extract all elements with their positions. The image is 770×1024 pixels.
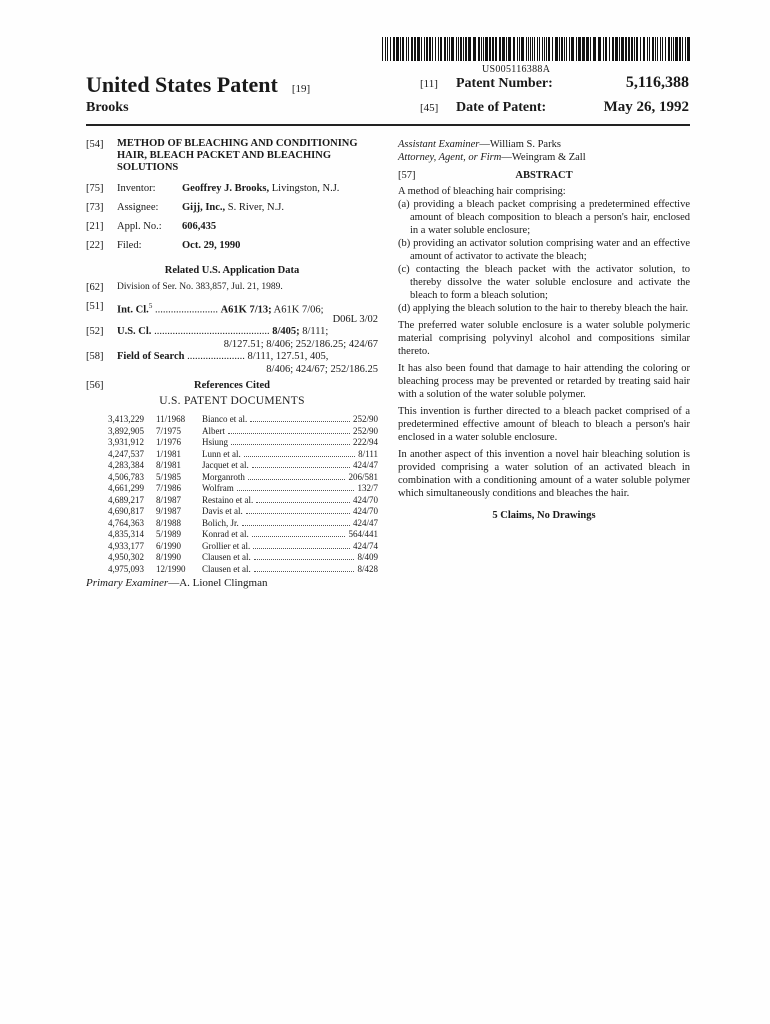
reference-name: Clausen et al. [202, 552, 251, 562]
barcode-bar [508, 37, 511, 61]
reference-class: 206/581 [348, 471, 378, 482]
barcode-bar [578, 37, 581, 61]
reference-class: 424/74 [352, 540, 378, 551]
reference-row [108, 564, 378, 576]
reference-row [108, 460, 378, 472]
reference-class: 424/70 [352, 506, 378, 516]
barcode-bar [655, 37, 656, 61]
field-code: [22] [86, 240, 104, 251]
assignee-name: Gijj, Inc., [182, 202, 226, 213]
abstract-step-d: (d) applying the bleach solution to the hair to thereby bleach the hair. [398, 303, 689, 314]
barcode-bar [400, 37, 401, 61]
field-code: [21] [86, 221, 104, 232]
barcode-bar [561, 37, 563, 61]
barcode-bar [393, 37, 395, 61]
document-number: US005116388A [482, 64, 551, 75]
uscl-secondary: 8/111; [299, 326, 329, 337]
uscl-label: U.S. Cl. [117, 326, 152, 337]
reference-class: 132/7 [357, 483, 378, 493]
field-code: [62] [86, 282, 104, 293]
barcode-bar [590, 37, 591, 61]
barcode-bar [519, 37, 520, 61]
barcode-bar [537, 37, 538, 61]
reference-date: 8/1988 [156, 517, 182, 528]
appl-number: 606,435 [182, 221, 217, 232]
reference-date: 1/1976 [156, 437, 182, 447]
barcode-bar [682, 37, 683, 61]
intcl-primary: A61K 7/13; [220, 304, 272, 316]
uscl-line2: 8/127.51; 8/406; 252/186.25; 424/67 [223, 339, 378, 350]
barcode-bar [571, 37, 574, 61]
barcode-bar [673, 37, 674, 61]
abstract-paragraph: In another aspect of this invention a novel hair bleaching solution is provided comprising a water solution of an activated bleach in combination with a conditioning amount of a water soluble polymer which simultaneously conditions and bleaches the hair. [398, 449, 690, 499]
uscl-primary: 8/405; [272, 326, 300, 337]
barcode-bar [675, 37, 678, 61]
fos-line2: 8/406; 424/67; 252/186.25 [266, 364, 378, 375]
reference-class: 424/70 [352, 494, 378, 505]
barcode-bar [382, 37, 383, 61]
barcode-bar [414, 37, 416, 61]
reference-row [108, 437, 378, 449]
abstract-step-c: (c) contacting the bleach packet with the activator solution, to thereby dissolve the water soluble enclosure and activate the bleach to form a bleach solution; [398, 264, 690, 301]
reference-row [108, 495, 378, 507]
barcode-bar [429, 37, 431, 61]
reference-class: 424/47 [352, 517, 378, 528]
barcode-bar [647, 37, 648, 61]
reference-name: Bianco et al. [202, 414, 248, 424]
barcode-bar [451, 37, 454, 61]
reference-name: Grollier et al. [202, 540, 251, 551]
inventor-value [182, 182, 339, 195]
reference-row [108, 426, 378, 438]
references-table [108, 414, 378, 575]
reference-class: 222/94 [352, 437, 378, 447]
reference-row [108, 506, 378, 518]
barcode-bar [631, 37, 633, 61]
barcode-bar [660, 37, 661, 61]
reference-name: Restaino et al. [202, 494, 254, 505]
barcode-bar [640, 37, 641, 61]
barcode-bar [634, 37, 635, 61]
barcode-bar [449, 37, 450, 61]
barcode-bar [668, 37, 670, 61]
barcode-bar [385, 37, 386, 61]
barcode-bar [619, 37, 620, 61]
reference-name: Davis et al. [202, 506, 243, 516]
reference-row [108, 518, 378, 530]
attorney [398, 151, 690, 164]
reference-number: 4,506,783 [108, 471, 144, 482]
barcode-bar [534, 37, 535, 61]
reference-date: 12/1990 [156, 563, 186, 574]
barcode-bar [559, 37, 560, 61]
claims-footer: 5 Claims, No Drawings [492, 510, 596, 521]
barcode-bar [444, 37, 446, 61]
barcode-bar [621, 37, 624, 61]
field-code: [51] [86, 301, 104, 312]
reference-number: 4,283,384 [108, 460, 144, 470]
refs-heading: References Cited [194, 380, 270, 391]
reference-name: Konrad et al. [202, 529, 249, 539]
dot-leader [231, 444, 350, 445]
reference-row [108, 483, 378, 495]
dot-leader [246, 513, 350, 514]
dot-leader [254, 571, 354, 572]
barcode-bar [460, 37, 462, 61]
barcode-bar [582, 37, 585, 61]
reference-name: Hsiung [202, 437, 229, 447]
reference-name: Clausen et al. [202, 563, 251, 574]
barcode-bar [671, 37, 672, 61]
dot-leader: ........................ [152, 304, 221, 316]
patent-number-row [420, 74, 689, 92]
dot-leader [250, 421, 350, 422]
uscl-line [117, 325, 328, 338]
barcode-bar [473, 37, 476, 61]
barcode-bar [421, 37, 422, 61]
field-label: Assignee: [117, 202, 159, 213]
primary-examiner-name: —A. Lionel Clingman [168, 577, 268, 589]
dot-leader: ...................... [184, 351, 248, 362]
barcode-bar [548, 37, 550, 61]
abstract-step-b: (b) providing an activator solution comprising water and an effective amount of activator to activate the bleach; [398, 238, 690, 262]
barcode-bar [402, 37, 404, 61]
barcode-bar [411, 37, 413, 61]
reference-row [108, 529, 378, 541]
field-label: Appl. No.: [117, 221, 162, 232]
barcode-bar [417, 37, 420, 61]
barcode-bar [406, 37, 407, 61]
barcode-bar [593, 37, 596, 61]
barcode-bar [440, 37, 442, 61]
barcode-bar [468, 37, 471, 61]
barcode-bar [517, 37, 518, 61]
barcode-bar [552, 37, 553, 61]
intcl-label: Int. Cl. [117, 304, 149, 316]
intcl-secondary: A61K 7/06; [271, 304, 324, 316]
barcode-bar [649, 37, 650, 61]
barcode-bar [662, 37, 663, 61]
reference-class: 8/409 [357, 552, 378, 562]
barcode-bar [612, 37, 614, 61]
reference-date: 1/1981 [156, 448, 182, 459]
barcode-bar [432, 37, 433, 61]
barcode-bar [615, 37, 618, 61]
barcode-bar [546, 37, 547, 61]
date-code: [45] [420, 102, 439, 114]
barcode-bar [478, 37, 480, 61]
refs-subheading: U.S. PATENT DOCUMENTS [159, 395, 305, 407]
barcode-bar [665, 37, 666, 61]
dot-leader [228, 433, 350, 434]
reference-class: 8/111 [358, 448, 378, 459]
header-divider [86, 124, 690, 126]
reference-class: 8/428 [357, 563, 378, 574]
abstract-intro: A method of bleaching hair comprising: [398, 186, 566, 197]
reference-name: Morganroth [202, 471, 245, 482]
reference-row [108, 472, 378, 484]
barcode-bar [387, 37, 388, 61]
reference-class: 252/90 [352, 425, 378, 436]
reference-date: 5/1989 [156, 529, 182, 539]
field-code: [57] [398, 170, 416, 181]
reference-row [108, 449, 378, 461]
barcode-bar [652, 37, 654, 61]
reference-class: 564/441 [348, 529, 378, 539]
fos-line [117, 350, 328, 363]
reference-number: 3,892,905 [108, 425, 144, 436]
field-label: Filed: [117, 240, 142, 251]
barcode-bar [463, 37, 464, 61]
reference-class: 252/90 [352, 414, 378, 424]
dot-leader [237, 490, 354, 491]
reference-number: 3,413,229 [108, 414, 144, 424]
abstract-paragraph: This invention is further directed to a bleach packet comprised of a predetermined effective amount of bleach to bleach a person's hair enclosed in a water soluble enclosure. [398, 406, 690, 443]
dot-leader [256, 502, 350, 503]
assignee-place: S. River, N.J. [225, 202, 284, 213]
dot-leader [252, 467, 350, 468]
reference-date: 8/1987 [156, 494, 182, 505]
reference-number: 4,975,093 [108, 563, 144, 574]
reference-number: 4,835,314 [108, 529, 144, 539]
barcode-bar [576, 37, 577, 61]
barcode-bar [506, 37, 507, 61]
dot-leader [248, 479, 345, 480]
reference-date: 9/1987 [156, 506, 182, 516]
reference-class: 424/47 [352, 460, 378, 470]
reference-number: 4,247,537 [108, 448, 144, 459]
reference-date: 5/1985 [156, 471, 182, 482]
patent-number-code: [11] [420, 78, 438, 90]
reference-date: 7/1975 [156, 425, 182, 436]
barcode-bar [532, 37, 533, 61]
barcode-bar [530, 37, 531, 61]
barcode-bar [438, 37, 439, 61]
field-code: [54] [86, 139, 104, 150]
abstract-heading-row [398, 167, 690, 185]
barcode-bar [542, 37, 543, 61]
barcode-bar [499, 37, 501, 61]
barcode-bar [502, 37, 505, 61]
reference-number: 4,950,302 [108, 552, 144, 562]
barcode-bar [489, 37, 491, 61]
country-title: United States Patent [86, 72, 278, 97]
field-code: [73] [86, 202, 104, 213]
intcl-line2: D06L 3/02 [332, 314, 378, 325]
reference-date: 7/1986 [156, 483, 182, 493]
reference-name: Jacquet et al. [202, 460, 249, 470]
title-code: [19] [291, 83, 311, 95]
reference-date: 6/1990 [156, 540, 182, 551]
barcode-bar [465, 37, 467, 61]
right-column [398, 138, 690, 522]
patent-number: 5,116,388 [625, 74, 689, 91]
barcode-bar [555, 37, 558, 61]
reference-name: Wolfram [202, 483, 234, 493]
dot-leader [244, 456, 355, 457]
barcode-bar [569, 37, 570, 61]
attorney-label: Attorney, Agent, or Firm [398, 152, 502, 163]
barcode-bar [396, 37, 399, 61]
fos-label: Field of Search [117, 351, 185, 362]
related-heading: Related U.S. Application Data [164, 265, 300, 276]
reference-name: Lunn et al. [202, 448, 241, 459]
barcode-bar [544, 37, 545, 61]
barcode-bar [458, 37, 459, 61]
primary-examiner-label: Primary Examiner [86, 577, 169, 589]
dot-leader [253, 548, 350, 549]
inventor-surname: Brooks [86, 100, 129, 115]
reference-number: 4,661,299 [108, 483, 144, 493]
barcode-bar [539, 37, 540, 61]
barcode-bar [483, 37, 484, 61]
assistant-examiner-label: Assistant Examiner [398, 139, 480, 150]
fos-classes: 8/111, 127.51, 405, [247, 351, 329, 362]
barcode-bar [408, 37, 409, 61]
barcode-bar [485, 37, 488, 61]
reference-number: 3,931,912 [108, 437, 144, 447]
assistant-examiner [398, 138, 690, 151]
barcode [382, 37, 690, 61]
date-row [420, 99, 689, 116]
abstract-paragraph: The preferred water soluble enclosure is a water soluble polymeric material comprising polyvinyl alcohol and compositions similar thereto. [398, 320, 690, 357]
reference-number: 4,690,817 [108, 506, 144, 516]
reference-row [108, 541, 378, 553]
barcode-bar [426, 37, 428, 61]
barcode-bar [521, 37, 524, 61]
patent-number-label: Patent Number: [456, 76, 553, 91]
barcode-bar [643, 37, 645, 61]
filed-date: Oct. 29, 1990 [182, 240, 241, 251]
reference-row [108, 414, 378, 426]
assistant-examiner-name: —William S. Parks [479, 139, 561, 150]
reference-date: 8/1981 [156, 460, 182, 470]
barcode-bar [687, 37, 690, 61]
attorney-name: —Weingram & Zall [501, 152, 586, 163]
abstract-step-a: (a) providing a bleach packet comprising a predetermined effective amount of bleach composition to bleach a person's hair, enclosed in a water soluble enclosure; [398, 199, 690, 236]
reference-row [108, 552, 378, 564]
patent-date: May 26, 1992 [603, 99, 689, 115]
barcode-bar [657, 37, 658, 61]
barcode-bar [679, 37, 681, 61]
intcl-sup: 5 [148, 302, 153, 310]
barcode-bar [481, 37, 482, 61]
barcode-bar [435, 37, 436, 61]
field-label: Inventor: [117, 183, 156, 194]
barcode-bar [390, 37, 391, 61]
dot-leader: ............................................ [151, 326, 273, 337]
barcode-bar [636, 37, 638, 61]
dot-leader [252, 536, 345, 537]
document-title [86, 72, 310, 98]
date-label: Date of Patent: [456, 100, 547, 115]
barcode-bar [625, 37, 627, 61]
inventor-place: Livingston, N.J. [269, 183, 340, 194]
reference-name: Albert [202, 425, 225, 436]
reference-name: Bolich, Jr. [202, 517, 239, 528]
barcode-bar [685, 37, 686, 61]
reference-number: 4,933,177 [108, 540, 144, 551]
field-code: [56] [86, 380, 104, 391]
barcode-bar [492, 37, 494, 61]
barcode-bar [628, 37, 630, 61]
barcode-bar [526, 37, 527, 61]
barcode-bar [605, 37, 607, 61]
assignee-value [182, 201, 284, 214]
dot-leader [254, 559, 354, 560]
reference-date: 11/1968 [156, 414, 186, 424]
barcode-bar [586, 37, 589, 61]
inventor-name: Geoffrey J. Brooks, [182, 183, 270, 194]
barcode-bar [447, 37, 448, 61]
barcode-bar [513, 37, 515, 61]
barcode-bar [564, 37, 565, 61]
field-code: [58] [86, 351, 104, 362]
field-code: [52] [86, 326, 104, 337]
barcode-bar [598, 37, 601, 61]
abstract-heading: ABSTRACT [515, 170, 573, 181]
barcode-bar [456, 37, 457, 61]
barcode-bar [495, 37, 497, 61]
barcode-bar [424, 37, 425, 61]
barcode-bar [528, 37, 529, 61]
left-column [86, 138, 378, 598]
reference-number: 4,764,363 [108, 517, 144, 528]
barcode-bar [609, 37, 610, 61]
reference-date: 8/1990 [156, 552, 182, 562]
abstract-paragraph: It has also been found that damage to hair attending the coloring or bleaching process may be prevented or retarded by treating said hair with a solution of the water soluble polymer. [398, 363, 690, 400]
reference-number: 4,689,217 [108, 494, 144, 505]
barcode-bar [566, 37, 567, 61]
division-text: Division of Ser. No. 383,857, Jul. 21, 1989. [117, 282, 283, 292]
barcode-bar [603, 37, 604, 61]
primary-examiner [86, 577, 378, 590]
dot-leader [242, 525, 350, 526]
field-code: [75] [86, 183, 104, 194]
invention-title: METHOD OF BLEACHING AND CONDITIONING HAIR, BLEACH PACKET AND BLEACHING SOLUTIONS [117, 138, 358, 173]
